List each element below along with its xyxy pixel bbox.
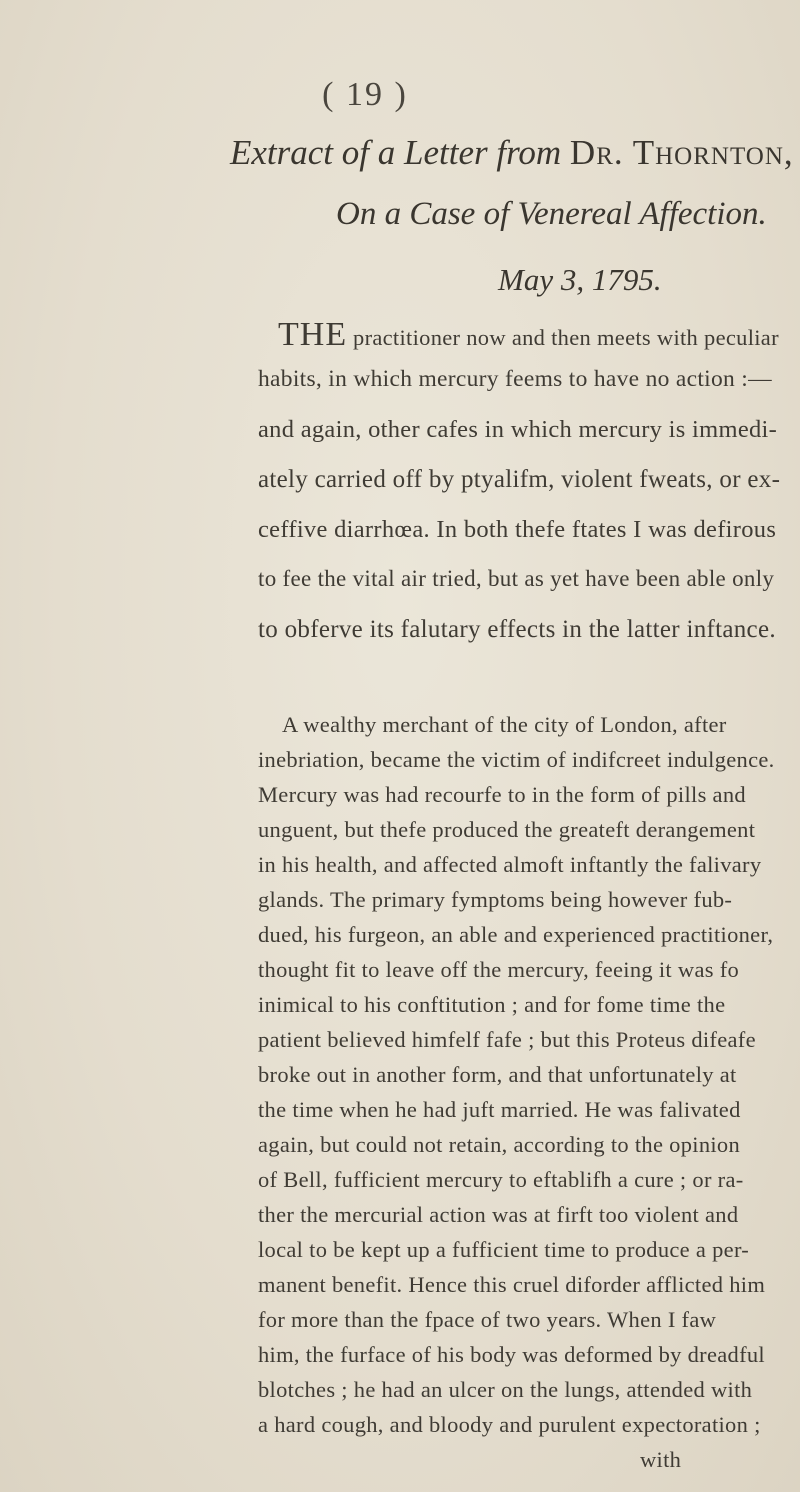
paragraph-2-line-21: a hard cough, and bloody and purulent expectoration ;	[258, 1412, 761, 1437]
title-author: Dr. Thornton,	[569, 133, 794, 172]
letter-date: May 3, 1795.	[498, 262, 662, 297]
paragraph-2-line-1: A wealthy merchant of the city of London, after	[282, 712, 727, 737]
title-prefix: Extract of a Letter from	[230, 133, 570, 172]
catchword: with	[640, 1447, 682, 1472]
paragraph-2-line-2: inebriation, became the victim of indifcreet indulgence.	[258, 747, 775, 772]
paragraph-1-line-5: ceffive diarrhœa. In both thefe ftates I was defirous	[258, 516, 777, 543]
paragraph-2-line-5: in his health, and affected almoft inftantly the falivary	[258, 852, 762, 877]
paragraph-1-line-3: and again, other cafes in which mercury is immedi-	[258, 416, 778, 443]
paragraph-1-line-2: habits, in which mercury feems to have no action :—	[258, 366, 772, 392]
paragraph-2-line-20: blotches ; he had an ulcer on the lungs, attended with	[258, 1377, 753, 1402]
paragraph-2-line-19: him, the furface of his body was deformed by dreadful	[258, 1342, 765, 1367]
paragraph-2-line-14: of Bell, fufficient mercury to eftablifh a cure ; or ra-	[258, 1167, 744, 1192]
paragraph-2-line-12: the time when he had juft married. He was falivated	[258, 1097, 741, 1122]
paragraph-2-line-4: unguent, but thefe produced the greateft derangement	[258, 817, 756, 842]
paragraph-1-line-1: THE practitioner now and then meets with peculiar	[278, 316, 779, 353]
paragraph-2-line-18: for more than the fpace of two years. When I faw	[258, 1307, 717, 1332]
paragraph-2-line-6: glands. The primary fymptoms being however fub-	[258, 887, 733, 912]
paragraph-1-line-6: to fee the vital air tried, but as yet have been able only	[258, 566, 775, 591]
letter-subtitle: On a Case of Venereal Affection.	[336, 196, 767, 232]
paragraph-2-line-17: manent benefit. Hence this cruel diforder afflicted him	[258, 1272, 766, 1297]
paragraph-lead-word: THE	[278, 316, 348, 353]
paragraph-2-line-7: dued, his furgeon, an able and experienced practitioner,	[258, 922, 774, 947]
page-number: ( 19 )	[322, 76, 408, 113]
paragraph-2-line-11: broke out in another form, and that unfortunately at	[258, 1062, 737, 1087]
paragraph-2-line-13: again, but could not retain, according to the opinion	[258, 1132, 741, 1157]
paragraph-2-line-8: thought fit to leave off the mercury, feeing it was fo	[258, 957, 740, 982]
paragraph-2-line-3: Mercury was had recourfe to in the form of pills and	[258, 782, 746, 807]
paragraph-2-line-15: ther the mercurial action was at firft too violent and	[258, 1202, 739, 1227]
paragraph-1-line-7: to obferve its falutary effects in the latter inftance.	[258, 616, 776, 643]
paragraph-2-line-10: patient believed himfelf fafe ; but this Proteus difeafe	[258, 1027, 756, 1052]
paragraph-2-line-9: inimical to his conftitution ; and for fome time the	[258, 992, 726, 1017]
paragraph-1-line-4: ately carried off by ptyalifm, violent fweats, or ex-	[258, 466, 781, 493]
letter-title	[230, 133, 794, 173]
paragraph-2-line-16: local to be kept up a fufficient time to produce a per-	[258, 1237, 750, 1262]
